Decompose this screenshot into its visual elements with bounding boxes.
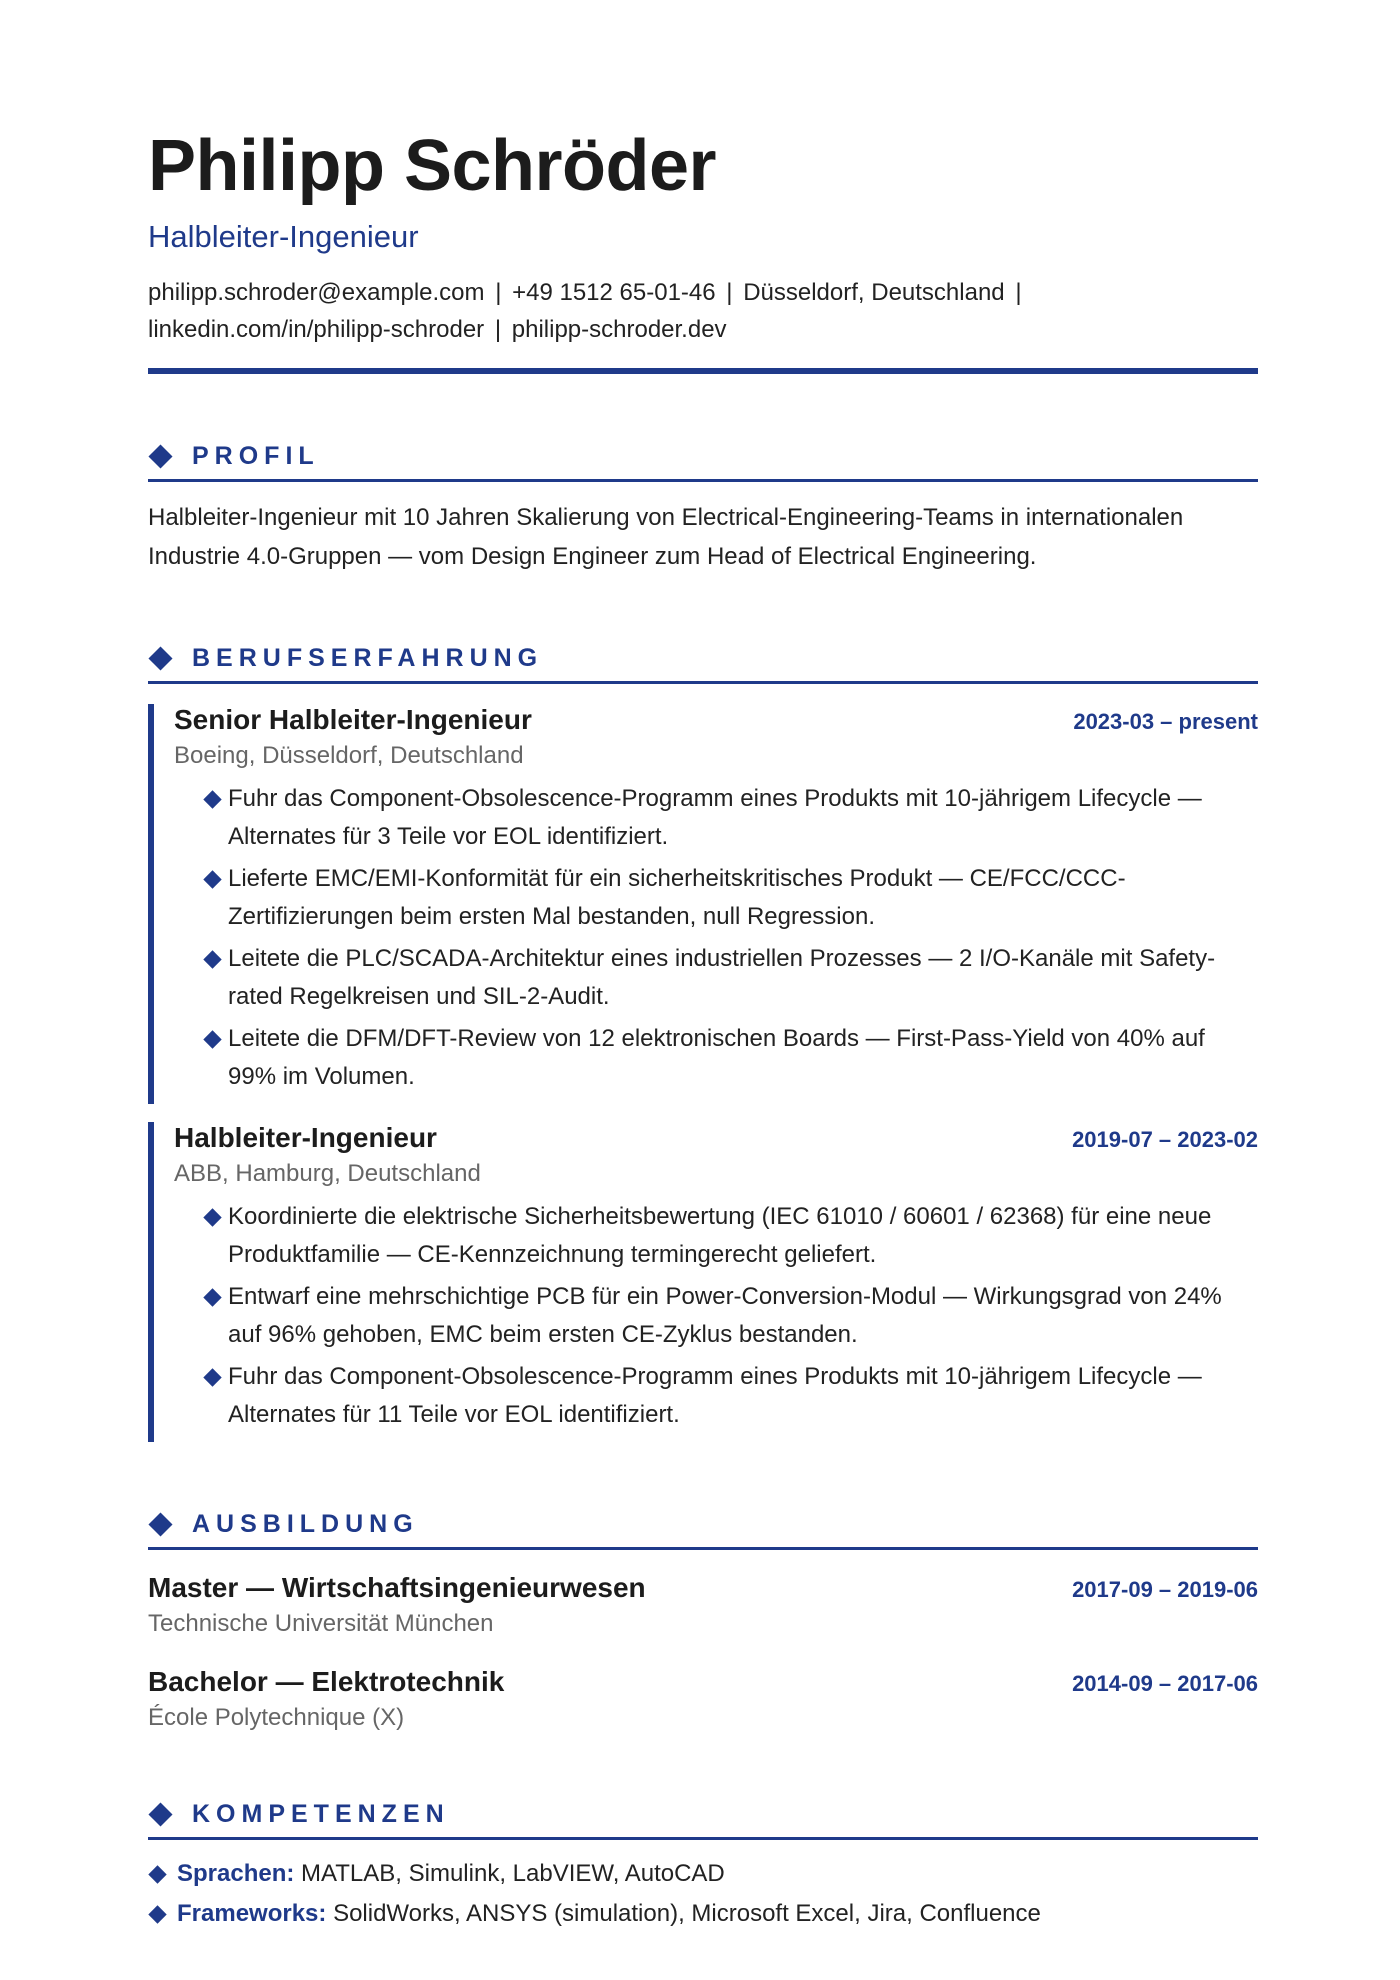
profile-summary: Halbleiter-Ingenieur mit 10 Jahren Skalierung von Electrical-Engineering-Teams in internationalen Industrie 4.0-Gruppen — vom Design Engineer zum Head of Electrical Engineering. [148, 504, 1184, 571]
contact-separator: | [494, 316, 502, 344]
education-dates: 2014-09 – 2017-06 [1072, 1671, 1258, 1697]
contact-location: Düsseldorf, Deutschland [743, 279, 1005, 307]
section-heading [148, 1510, 1258, 1550]
contact-separator: | [495, 279, 502, 307]
skill-category: Sprachen: [177, 1860, 295, 1888]
candidate-name: Philipp Schröder [148, 126, 717, 206]
contact-line [148, 274, 1258, 348]
section-heading [148, 442, 1258, 482]
job-role: Halbleiter-Ingenieur [174, 1122, 437, 1154]
experience-section [148, 644, 1258, 1442]
job-bullet: Fuhr das Component-Obsolescence-Programm eines Produkts mit 10-jährigem Lifecycle — Alternates für 11 Teile vor EOL identifiziert. [204, 1358, 1258, 1434]
job-header [174, 704, 1258, 736]
section-title: AUSBILDUNG [192, 1510, 419, 1539]
skills-list [148, 1854, 1258, 1934]
section-heading [148, 644, 1258, 684]
skill-values: MATLAB, Simulink, LabVIEW, AutoCAD [301, 1860, 725, 1888]
job-bullets [174, 780, 1258, 1096]
skill-values: SolidWorks, ANSYS (simulation), Microsoft Excel, Jira, Confluence [333, 1900, 1041, 1928]
contact-separator: | [726, 279, 733, 307]
job-dates: 2019-07 – 2023-02 [1072, 1127, 1258, 1153]
profile-section [148, 442, 1258, 576]
candidate-headline: Halbleiter-Ingenieur [148, 219, 419, 254]
header-divider [148, 368, 1258, 374]
job-dates: 2023-03 – present [1073, 709, 1258, 735]
job-organization: ABB, Hamburg, Deutschland [174, 1160, 481, 1188]
section-heading [148, 1800, 1258, 1840]
education-school: Technische Universität München [148, 1610, 494, 1638]
skill-item [148, 1894, 1258, 1934]
job-bullet: Koordinierte die elektrische Sicherheitsbewertung (IEC 61010 / 60601 / 62368) für eine neue Produktfamilie — CE-Kennzeichnung termingerecht geliefert. [204, 1198, 1258, 1274]
job-role: Senior Halbleiter-Ingenieur [174, 704, 532, 736]
contact-separator: | [1015, 279, 1022, 307]
section-title: KOMPETENZEN [192, 1800, 450, 1829]
skill-item [148, 1854, 1258, 1894]
education-header [148, 1666, 1258, 1698]
education-entry [148, 1666, 1258, 1732]
job-bullet: Lieferte EMC/EMI-Konformität für ein sicherheitskritisches Produkt — CE/FCC/CCC-Zertifizierungen beim ersten Mal bestanden, null Regression. [204, 860, 1258, 936]
section-title: BERUFSERFAHRUNG [192, 644, 544, 673]
job-bullets [174, 1198, 1258, 1434]
resume-header [148, 126, 1258, 374]
diamond-icon [148, 647, 172, 671]
diamond-icon [148, 445, 172, 469]
education-degree: Master — Wirtschaftsingenieurwesen [148, 1572, 646, 1604]
contact-website: philipp-schroder.dev [511, 316, 727, 344]
resume-content [148, 126, 1258, 1934]
education-school: École Polytechnique (X) [148, 1704, 405, 1732]
job-bullet: Leitete die PLC/SCADA-Architektur eines industriellen Prozesses — 2 I/O-Kanäle mit Safety-rated Regelkreisen und SIL-2-Audit. [204, 940, 1258, 1016]
contact-phone: +49 1512 65-01-46 [512, 279, 716, 307]
contact-email: philipp.schroder@example.com [148, 279, 485, 307]
job-header [174, 1122, 1258, 1154]
diamond-icon [148, 1803, 172, 1827]
job-organization: Boeing, Düsseldorf, Deutschland [174, 742, 524, 770]
education-entry [148, 1572, 1258, 1638]
education-header [148, 1572, 1258, 1604]
skills-section [148, 1800, 1258, 1934]
education-dates: 2017-09 – 2019-06 [1072, 1577, 1258, 1603]
section-title: PROFIL [192, 442, 320, 471]
job-bullet: Fuhr das Component-Obsolescence-Programm eines Produkts mit 10-jährigem Lifecycle — Alternates für 3 Teile vor EOL identifiziert. [204, 780, 1258, 856]
diamond-icon [148, 1513, 172, 1537]
skill-category: Frameworks: [177, 1900, 327, 1928]
job-bullet: Entwarf eine mehrschichtige PCB für ein Power-Conversion-Modul — Wirkungsgrad von 24% auf 96% gehoben, EMC beim ersten CE-Zyklus bestanden. [204, 1278, 1258, 1354]
education-degree: Bachelor — Elektrotechnik [148, 1666, 505, 1698]
contact-linkedin: linkedin.com/in/philipp-schroder [148, 316, 485, 344]
job-bullet: Leitete die DFM/DFT-Review von 12 elektronischen Boards — First-Pass-Yield von 40% auf 99% im Volumen. [204, 1020, 1258, 1096]
job-entry [148, 704, 1258, 1104]
education-section [148, 1510, 1258, 1732]
job-entry [148, 1122, 1258, 1442]
